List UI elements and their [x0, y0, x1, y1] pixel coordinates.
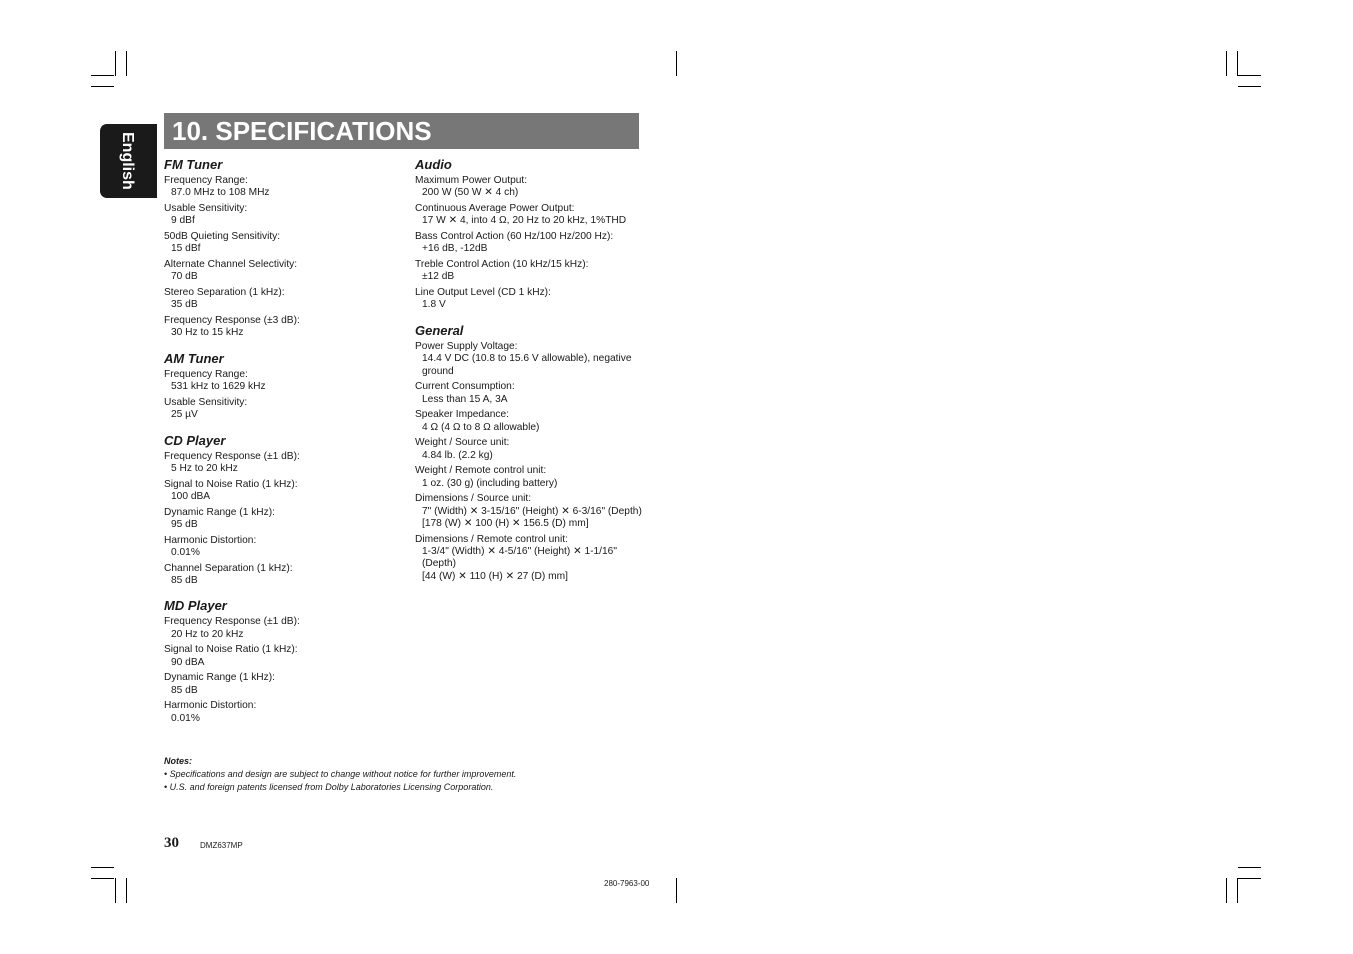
spec-item	[164, 563, 394, 588]
spec-item	[164, 175, 394, 200]
spec-label: Alternate Channel Selectivity:	[164, 259, 298, 270]
spec-label: Weight / Source unit:	[415, 437, 510, 449]
section-title: Audio	[415, 157, 452, 172]
spec-label: Frequency Response (±1 dB):	[164, 616, 300, 628]
spec-label: Signal to Noise Ratio (1 kHz):	[164, 644, 298, 656]
spec-item	[415, 465, 645, 490]
spec-item	[164, 535, 394, 560]
spec-value: 95 dB	[171, 519, 198, 531]
notes	[164, 755, 516, 794]
spec-item	[164, 672, 394, 697]
specs-column-left	[164, 157, 394, 736]
spec-value: 7" (Width) ✕ 3-15/16" (Height) ✕ 6-3/16" (Depth)	[422, 505, 642, 517]
spec-item	[415, 437, 645, 462]
spec-value: 25 µV	[171, 409, 198, 421]
spec-label: Treble Control Action (10 kHz/15 kHz):	[415, 259, 589, 270]
spec-value: [44 (W) ✕ 110 (H) ✕ 27 (D) mm]	[422, 570, 568, 582]
page-title: 10. SPECIFICATIONS	[172, 116, 432, 146]
section-title: AM Tuner	[164, 350, 224, 366]
section-title: FM Tuner	[164, 157, 223, 172]
spec-item	[415, 287, 645, 312]
spec-value: 100 dBA	[171, 491, 211, 503]
spec-label: Weight / Remote control unit:	[415, 465, 547, 477]
section-title: MD Player	[164, 598, 227, 614]
spec-label: 50dB Quieting Sensitivity:	[164, 231, 281, 242]
spec-label: Frequency Range:	[164, 368, 248, 380]
spec-value: 85 dB	[171, 684, 198, 696]
page-number: 30	[164, 835, 179, 851]
spec-value: 20 Hz to 20 kHz	[171, 628, 244, 640]
spec-value: 4 Ω (4 Ω to 8 Ω allowable)	[422, 421, 540, 433]
spec-value: 87.0 MHz to 108 MHz	[171, 187, 270, 199]
spec-value: 531 kHz to 1629 kHz	[171, 381, 266, 393]
spec-value: 85 dB	[171, 575, 198, 587]
spec-label: Speaker Impedance:	[415, 409, 510, 421]
section-title: CD Player	[164, 432, 226, 448]
spec-value: 1-3/4" (Width) ✕ 4-5/16" (Height) ✕ 1-1/16" (Depth)	[422, 546, 617, 570]
spec-label: Line Output Level (CD 1 kHz):	[415, 287, 551, 298]
part-number: 280-7963-00	[604, 879, 650, 888]
spec-label: Frequency Response (±3 dB):	[164, 315, 300, 326]
spec-item	[164, 231, 394, 256]
spec-value: 9 dBf	[171, 215, 195, 227]
spec-item	[415, 175, 645, 200]
spec-section	[164, 351, 394, 422]
spec-label: Harmonic Distortion:	[164, 534, 257, 546]
spec-value: [178 (W) ✕ 100 (H) ✕ 156.5 (D) mm]	[422, 518, 589, 530]
spec-label: Continuous Average Power Output:	[415, 203, 575, 214]
title-bar	[164, 113, 639, 149]
spec-label: Channel Separation (1 kHz):	[164, 562, 293, 574]
spec-section	[164, 433, 394, 588]
spec-label: Maximum Power Output:	[415, 175, 528, 186]
spec-value: 15 dBf	[171, 243, 201, 255]
spec-item	[164, 507, 394, 532]
spec-item	[415, 534, 645, 584]
spec-label: Dynamic Range (1 kHz):	[164, 506, 275, 518]
spec-section	[164, 598, 394, 725]
section-title: General	[415, 322, 464, 338]
spec-value: 5 Hz to 20 kHz	[171, 463, 238, 475]
spec-item	[164, 397, 394, 422]
spec-value: 35 dB	[171, 299, 198, 311]
spec-item	[164, 203, 394, 228]
spec-label: Power Supply Voltage:	[415, 340, 518, 352]
note-item: • U.S. and foreign patents licensed from Dolby Laboratories Licensing Corporation.	[164, 782, 494, 792]
spec-value: 1.8 V	[422, 299, 446, 311]
spec-label: Usable Sensitivity:	[164, 203, 248, 214]
language-tab-label: English	[119, 132, 136, 190]
notes-title: Notes:	[164, 756, 193, 766]
spec-label: Current Consumption:	[415, 381, 515, 393]
spec-value: 0.01%	[171, 712, 200, 724]
spec-item	[164, 700, 394, 725]
spec-label: Dimensions / Remote control unit:	[415, 533, 568, 545]
spec-item	[164, 616, 394, 641]
spec-section	[415, 157, 645, 312]
spec-value: 200 W (50 W ✕ 4 ch)	[422, 187, 519, 199]
spec-item	[415, 381, 645, 406]
spec-value: 30 Hz to 15 kHz	[171, 327, 244, 339]
spec-value: 14.4 V DC (10.8 to 15.6 V allowable), negative ground	[422, 353, 632, 377]
model-number: DMZ637MP	[200, 841, 243, 850]
spec-item	[415, 203, 645, 228]
language-tab	[100, 124, 157, 198]
spec-label: Signal to Noise Ratio (1 kHz):	[164, 478, 298, 490]
note-item: • Specifications and design are subject to change without notice for further improvement.	[164, 769, 517, 779]
spec-value: 0.01%	[171, 547, 200, 559]
spec-item	[164, 644, 394, 669]
spec-label: Frequency Response (±1 dB):	[164, 450, 300, 462]
spec-label: Usable Sensitivity:	[164, 396, 248, 408]
spec-label: Harmonic Distortion:	[164, 700, 257, 712]
spec-item	[164, 369, 394, 394]
spec-value: Less than 15 A, 3A	[422, 393, 508, 405]
spec-label: Dimensions / Source unit:	[415, 493, 532, 505]
spec-item	[164, 451, 394, 476]
spec-value: 1 oz. (30 g) (including battery)	[422, 477, 558, 489]
spec-label: Bass Control Action (60 Hz/100 Hz/200 Hz):	[415, 231, 614, 242]
spec-item	[164, 479, 394, 504]
spec-item	[415, 493, 645, 530]
spec-value: 90 dBA	[171, 656, 205, 668]
spec-item	[164, 259, 394, 284]
spec-item	[164, 315, 394, 340]
spec-item	[415, 341, 645, 378]
spec-value: ±12 dB	[422, 271, 455, 283]
spec-value: 70 dB	[171, 271, 198, 283]
spec-item	[415, 409, 645, 434]
spec-item	[164, 287, 394, 312]
spec-section	[415, 323, 645, 583]
spec-item	[415, 231, 645, 256]
spec-value: 4.84 lb. (2.2 kg)	[422, 449, 493, 461]
spec-section	[164, 157, 394, 340]
specs-column-right	[415, 157, 645, 594]
spec-label: Dynamic Range (1 kHz):	[164, 672, 275, 684]
spec-label: Frequency Range:	[164, 175, 248, 186]
spec-value: 17 W ✕ 4, into 4 Ω, 20 Hz to 20 kHz, 1%THD	[422, 215, 627, 227]
spec-item	[415, 259, 645, 284]
spec-value: +16 dB, -12dB	[422, 243, 488, 255]
spec-label: Stereo Separation (1 kHz):	[164, 287, 285, 298]
